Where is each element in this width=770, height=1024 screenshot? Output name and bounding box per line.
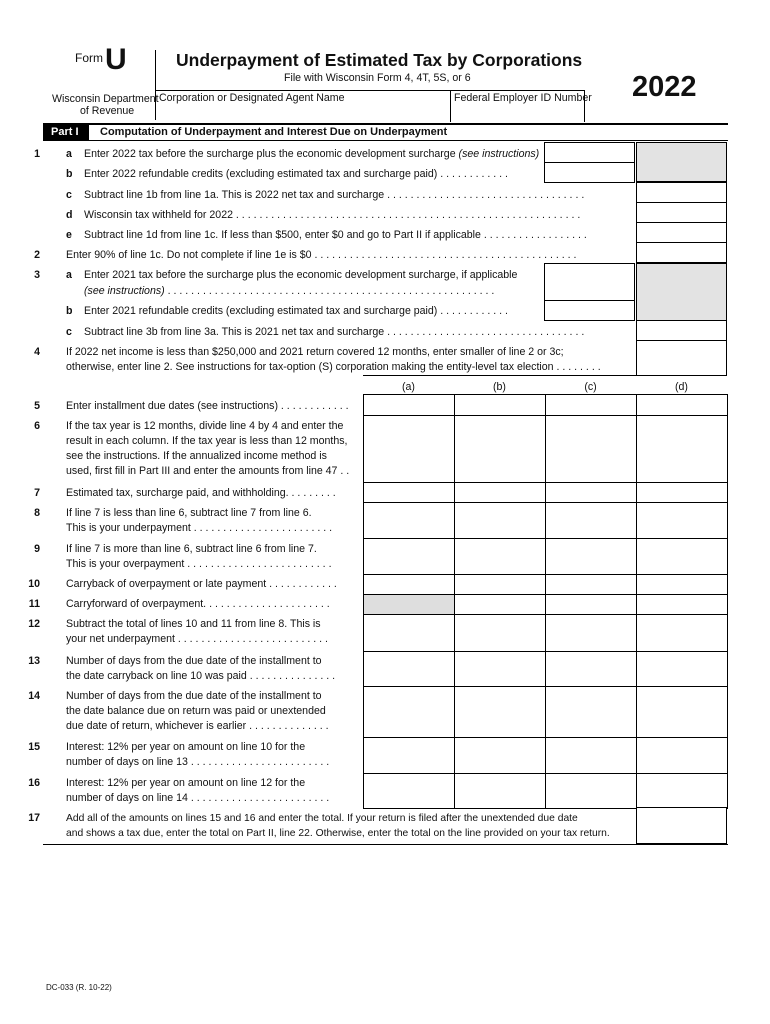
line-7-col-a-input[interactable] — [363, 482, 455, 504]
line-9-col-a-input[interactable] — [363, 538, 455, 576]
line-3b-text: Enter 2021 refundable credits (excluding estimated tax and surcharge paid) . . . . . . . . . . . . — [84, 305, 508, 317]
shaded-area-1 — [636, 142, 727, 182]
line-12-col-d-input[interactable] — [636, 614, 728, 653]
line-15-col-c-input[interactable] — [545, 737, 637, 775]
name-field[interactable] — [157, 104, 447, 122]
line-17-input[interactable] — [636, 807, 727, 844]
line-10-col-a-input[interactable] — [363, 574, 455, 596]
line-1c-input[interactable] — [636, 182, 727, 203]
line-10-col-d-input[interactable] — [636, 574, 728, 596]
line-1e-letter: e — [66, 229, 72, 241]
line-16-col-b-input[interactable] — [454, 773, 546, 809]
line-8-col-d-input[interactable] — [636, 502, 728, 540]
line-13-text2: the date carryback on line 10 was paid . . . . . . . . . . . . . . . — [66, 670, 336, 682]
line-9-text1: If line 7 is more than line 6, subtract line 6 from line 7. — [66, 543, 317, 555]
part1-bottom-line — [43, 140, 728, 141]
line-4-text1: If 2022 net income is less than $250,000 and 2021 return covered 12 months, enter smaller of line 2 or 3c; — [66, 346, 564, 358]
line-12-col-a-input[interactable] — [363, 614, 455, 653]
line-1a-text: Enter 2022 tax before the surcharge plus the economic development surcharge (see instructions) — [84, 148, 540, 160]
line-6-text4: used, first fill in Part III and enter the amounts from line 47 . . — [66, 465, 350, 477]
line-9-text2: This is your overpayment . . . . . . . . . . . . . . . . . . . . . . . . . — [66, 558, 332, 570]
line-11-number: 11 — [28, 598, 40, 610]
line-6-text3: see the instructions. If the annualized income method is — [66, 450, 327, 462]
name-label: Corporation or Designated Agent Name — [159, 92, 345, 104]
line-16-col-a-input[interactable] — [363, 773, 455, 809]
form-word: Form — [75, 51, 103, 65]
line-1b-input[interactable] — [544, 162, 635, 183]
line-15-text2: number of days on line 13 . . . . . . . . . . . . . . . . . . . . . . . . — [66, 756, 330, 768]
line-3a-text: Enter 2021 tax before the surcharge plus the economic development surcharge, if applicable — [84, 269, 518, 281]
form-subtitle: File with Wisconsin Form 4, 4T, 5S, or 6 — [284, 72, 471, 84]
line-11-col-c-input[interactable] — [545, 594, 637, 616]
line-11-col-a-input — [363, 594, 455, 616]
line-2-number: 2 — [34, 249, 40, 261]
line-5-text: Enter installment due dates (see instructions) . . . . . . . . . . . . — [66, 400, 349, 412]
line-12-col-b-input[interactable] — [454, 614, 546, 653]
line-8-col-b-input[interactable] — [454, 502, 546, 540]
line-6-text1: If the tax year is 12 months, divide line 4 by 4 and enter the — [66, 420, 344, 432]
fein-divider — [450, 90, 451, 122]
line-7-col-b-input[interactable] — [454, 482, 546, 504]
column-a-header: (a) — [402, 381, 415, 393]
line-4-text2: otherwise, enter line 2. See instructions for tax-option (S) corporation making the entity-level tax election . . . . . . . . — [66, 361, 601, 373]
line-10-col-b-input[interactable] — [454, 574, 546, 596]
columns-top-line — [363, 375, 727, 376]
form-letter: U — [105, 43, 127, 76]
line-14-number: 14 — [28, 690, 40, 702]
line-13-col-a-input[interactable] — [363, 651, 455, 688]
line-13-col-d-input[interactable] — [636, 651, 728, 688]
line-11-col-d-input[interactable] — [636, 594, 728, 616]
line-3c-letter: c — [66, 326, 72, 338]
line-15-col-d-input[interactable] — [636, 737, 728, 775]
line-17-text1: Add all of the amounts on lines 15 and 16 and enter the total. If your return is filed after the unextended due date — [66, 813, 578, 824]
line-8-col-a-input[interactable] — [363, 502, 455, 540]
line-6-text2: result in each column. If the tax year is less than 12 months, — [66, 435, 348, 447]
line-14-col-b-input[interactable] — [454, 686, 546, 739]
line-11-col-b-input[interactable] — [454, 594, 546, 616]
line-5-number: 5 — [34, 400, 40, 412]
line-7-col-c-input[interactable] — [545, 482, 637, 504]
line-17-number: 17 — [28, 812, 40, 824]
line-12-text2: your net underpayment . . . . . . . . . . . . . . . . . . . . . . . . . . — [66, 633, 328, 645]
line-10-col-c-input[interactable] — [545, 574, 637, 596]
line-16-text1: Interest: 12% per year on amount on line 12 for the — [66, 777, 306, 789]
line-3-number: 3 — [34, 269, 40, 281]
form-code: DC-033 (R. 10-22) — [46, 983, 112, 992]
line-6-col-a-input[interactable] — [363, 415, 455, 484]
line-10-text: Carryback of overpayment or late payment . . . . . . . . . . . . — [66, 578, 337, 590]
column-b-header: (b) — [493, 381, 506, 393]
header-divider — [155, 50, 156, 120]
line-4-input[interactable] — [636, 340, 727, 376]
line-1b-text: Enter 2022 refundable credits (excluding estimated tax and surcharge paid) . . . . . . . . . . . . — [84, 168, 508, 180]
department-line2: of Revenue — [80, 105, 135, 117]
line-11-text: Carryforward of overpayment. . . . . . . . . . . . . . . . . . . . . . — [66, 598, 330, 610]
line-7-text: Estimated tax, surcharge paid, and withholding. . . . . . . . . — [66, 487, 336, 499]
line-13-col-c-input[interactable] — [545, 651, 637, 688]
line-3c-input[interactable] — [636, 320, 727, 341]
form-bottom-line — [43, 844, 728, 845]
line-8-col-c-input[interactable] — [545, 502, 637, 540]
line-16-col-c-input[interactable] — [545, 773, 637, 809]
line-1-number: 1 — [34, 148, 40, 160]
line-1b-letter: b — [66, 168, 73, 180]
line-15-text1: Interest: 12% per year on amount on line 10 for the — [66, 741, 306, 753]
line-8-text2: This is your underpayment . . . . . . . . . . . . . . . . . . . . . . . . — [66, 522, 333, 534]
line-8-number: 8 — [34, 507, 40, 519]
line-5-col-d-input[interactable] — [636, 394, 728, 417]
line-6-number: 6 — [34, 420, 40, 432]
line-16-number: 16 — [28, 777, 40, 789]
line-14-col-c-input[interactable] — [545, 686, 637, 739]
line-3c-text: Subtract line 3b from line 3a. This is 2021 net tax and surcharge . . . . . . . . . . . . . . . . . . . . . . . . . . . . . . . . . . — [84, 326, 585, 338]
line-1d-letter: d — [66, 209, 73, 221]
line-3b-input[interactable] — [544, 300, 635, 321]
line-17-text2: and shows a tax due, enter the total on Part II, line 22. Otherwise, enter the total on the line provided on your tax return. — [66, 828, 610, 839]
line-3a-text2: (see instructions) . . . . . . . . . . . . . . . . . . . . . . . . . . . . . . . . . . . . . . . . . . . . . . . . . . . . . . . . — [84, 285, 495, 297]
column-c-header: (c) — [584, 381, 597, 393]
line-3a-input[interactable] — [544, 263, 635, 301]
line-6-col-b-input[interactable] — [454, 415, 546, 484]
line-6-col-c-input[interactable] — [545, 415, 637, 484]
line-1d-text: Wisconsin tax withheld for 2022 . . . . . . . . . . . . . . . . . . . . . . . . . . . . . . . . . . . . . . . . . . . . . . . . . . . . . . . . . . . — [84, 209, 581, 221]
line-12-number: 12 — [28, 618, 40, 630]
part1-title: Computation of Underpayment and Interest Due on Underpayment — [100, 126, 448, 138]
line-9-col-d-input[interactable] — [636, 538, 728, 576]
line-1a-letter: a — [66, 148, 72, 160]
line-13-number: 13 — [28, 655, 40, 667]
part1-label: Part I — [51, 126, 79, 138]
line-12-text1: Subtract the total of lines 10 and 11 from line 8. This is — [66, 618, 321, 630]
line-1e-input[interactable] — [636, 222, 727, 243]
line-14-col-d-input[interactable] — [636, 686, 728, 739]
line-1c-text: Subtract line 1b from line 1a. This is 2022 net tax and surcharge . . . . . . . . . . . . . . . . . . . . . . . . . . . . . . . . . . — [84, 189, 585, 201]
year-divider — [584, 90, 585, 122]
line-5-col-b-input[interactable] — [454, 394, 546, 417]
line-13-col-b-input[interactable] — [454, 651, 546, 688]
fein-field[interactable] — [452, 104, 582, 122]
line-9-col-c-input[interactable] — [545, 538, 637, 576]
line-7-number: 7 — [34, 487, 40, 499]
fein-label: Federal Employer ID Number — [454, 92, 592, 104]
name-row-top-line — [155, 90, 584, 91]
line-5-col-c-input[interactable] — [545, 394, 637, 417]
line-1d-input[interactable] — [636, 202, 727, 223]
line-9-col-b-input[interactable] — [454, 538, 546, 576]
line-7-col-d-input[interactable] — [636, 482, 728, 504]
line-3b-letter: b — [66, 305, 73, 317]
department-line1: Wisconsin Department — [52, 93, 159, 105]
line-5-col-a-input[interactable] — [363, 394, 455, 417]
line-1c-letter: c — [66, 189, 72, 201]
line-3a-letter: a — [66, 269, 72, 281]
line-12-col-c-input[interactable] — [545, 614, 637, 653]
line-13-text1: Number of days from the due date of the installment to — [66, 655, 322, 667]
line-14-text2: the date balance due on return was paid or unextended — [66, 705, 326, 717]
line-4-number: 4 — [34, 346, 40, 358]
line-2-text: Enter 90% of line 1c. Do not complete if line 1e is $0 . . . . . . . . . . . . . . . . . . . . . . . . . . . . . . . . . . . . . . . . . . . . . — [66, 249, 577, 261]
shaded-area-3 — [636, 263, 727, 321]
line-6-col-d-input[interactable] — [636, 415, 728, 484]
line-9-number: 9 — [34, 543, 40, 555]
line-15-col-a-input[interactable] — [363, 737, 455, 775]
line-15-col-b-input[interactable] — [454, 737, 546, 775]
line-15-number: 15 — [28, 741, 40, 753]
line-16-text2: number of days on line 14 . . . . . . . . . . . . . . . . . . . . . . . . — [66, 792, 330, 804]
line-8-text1: If line 7 is less than line 6, subtract line 7 from line 6. — [66, 507, 312, 519]
line-10-number: 10 — [28, 578, 40, 590]
line-1e-text: Subtract line 1d from line 1c. If less than $500, enter $0 and go to Part II if applicable . . . . . . . . . . . . . . . . . . — [84, 229, 587, 241]
line-14-text3: due date of return, whichever is earlier . . . . . . . . . . . . . . — [66, 720, 329, 732]
column-d-header: (d) — [675, 381, 688, 393]
line-1a-input[interactable] — [544, 142, 635, 163]
line-2-input[interactable] — [636, 242, 727, 263]
tax-year: 2022 — [632, 71, 697, 103]
line-14-text1: Number of days from the due date of the installment to — [66, 690, 322, 702]
form-title: Underpayment of Estimated Tax by Corporations — [176, 50, 583, 70]
line-14-col-a-input[interactable] — [363, 686, 455, 739]
part1-top-line — [43, 123, 728, 125]
line-16-col-d-input[interactable] — [636, 773, 728, 809]
